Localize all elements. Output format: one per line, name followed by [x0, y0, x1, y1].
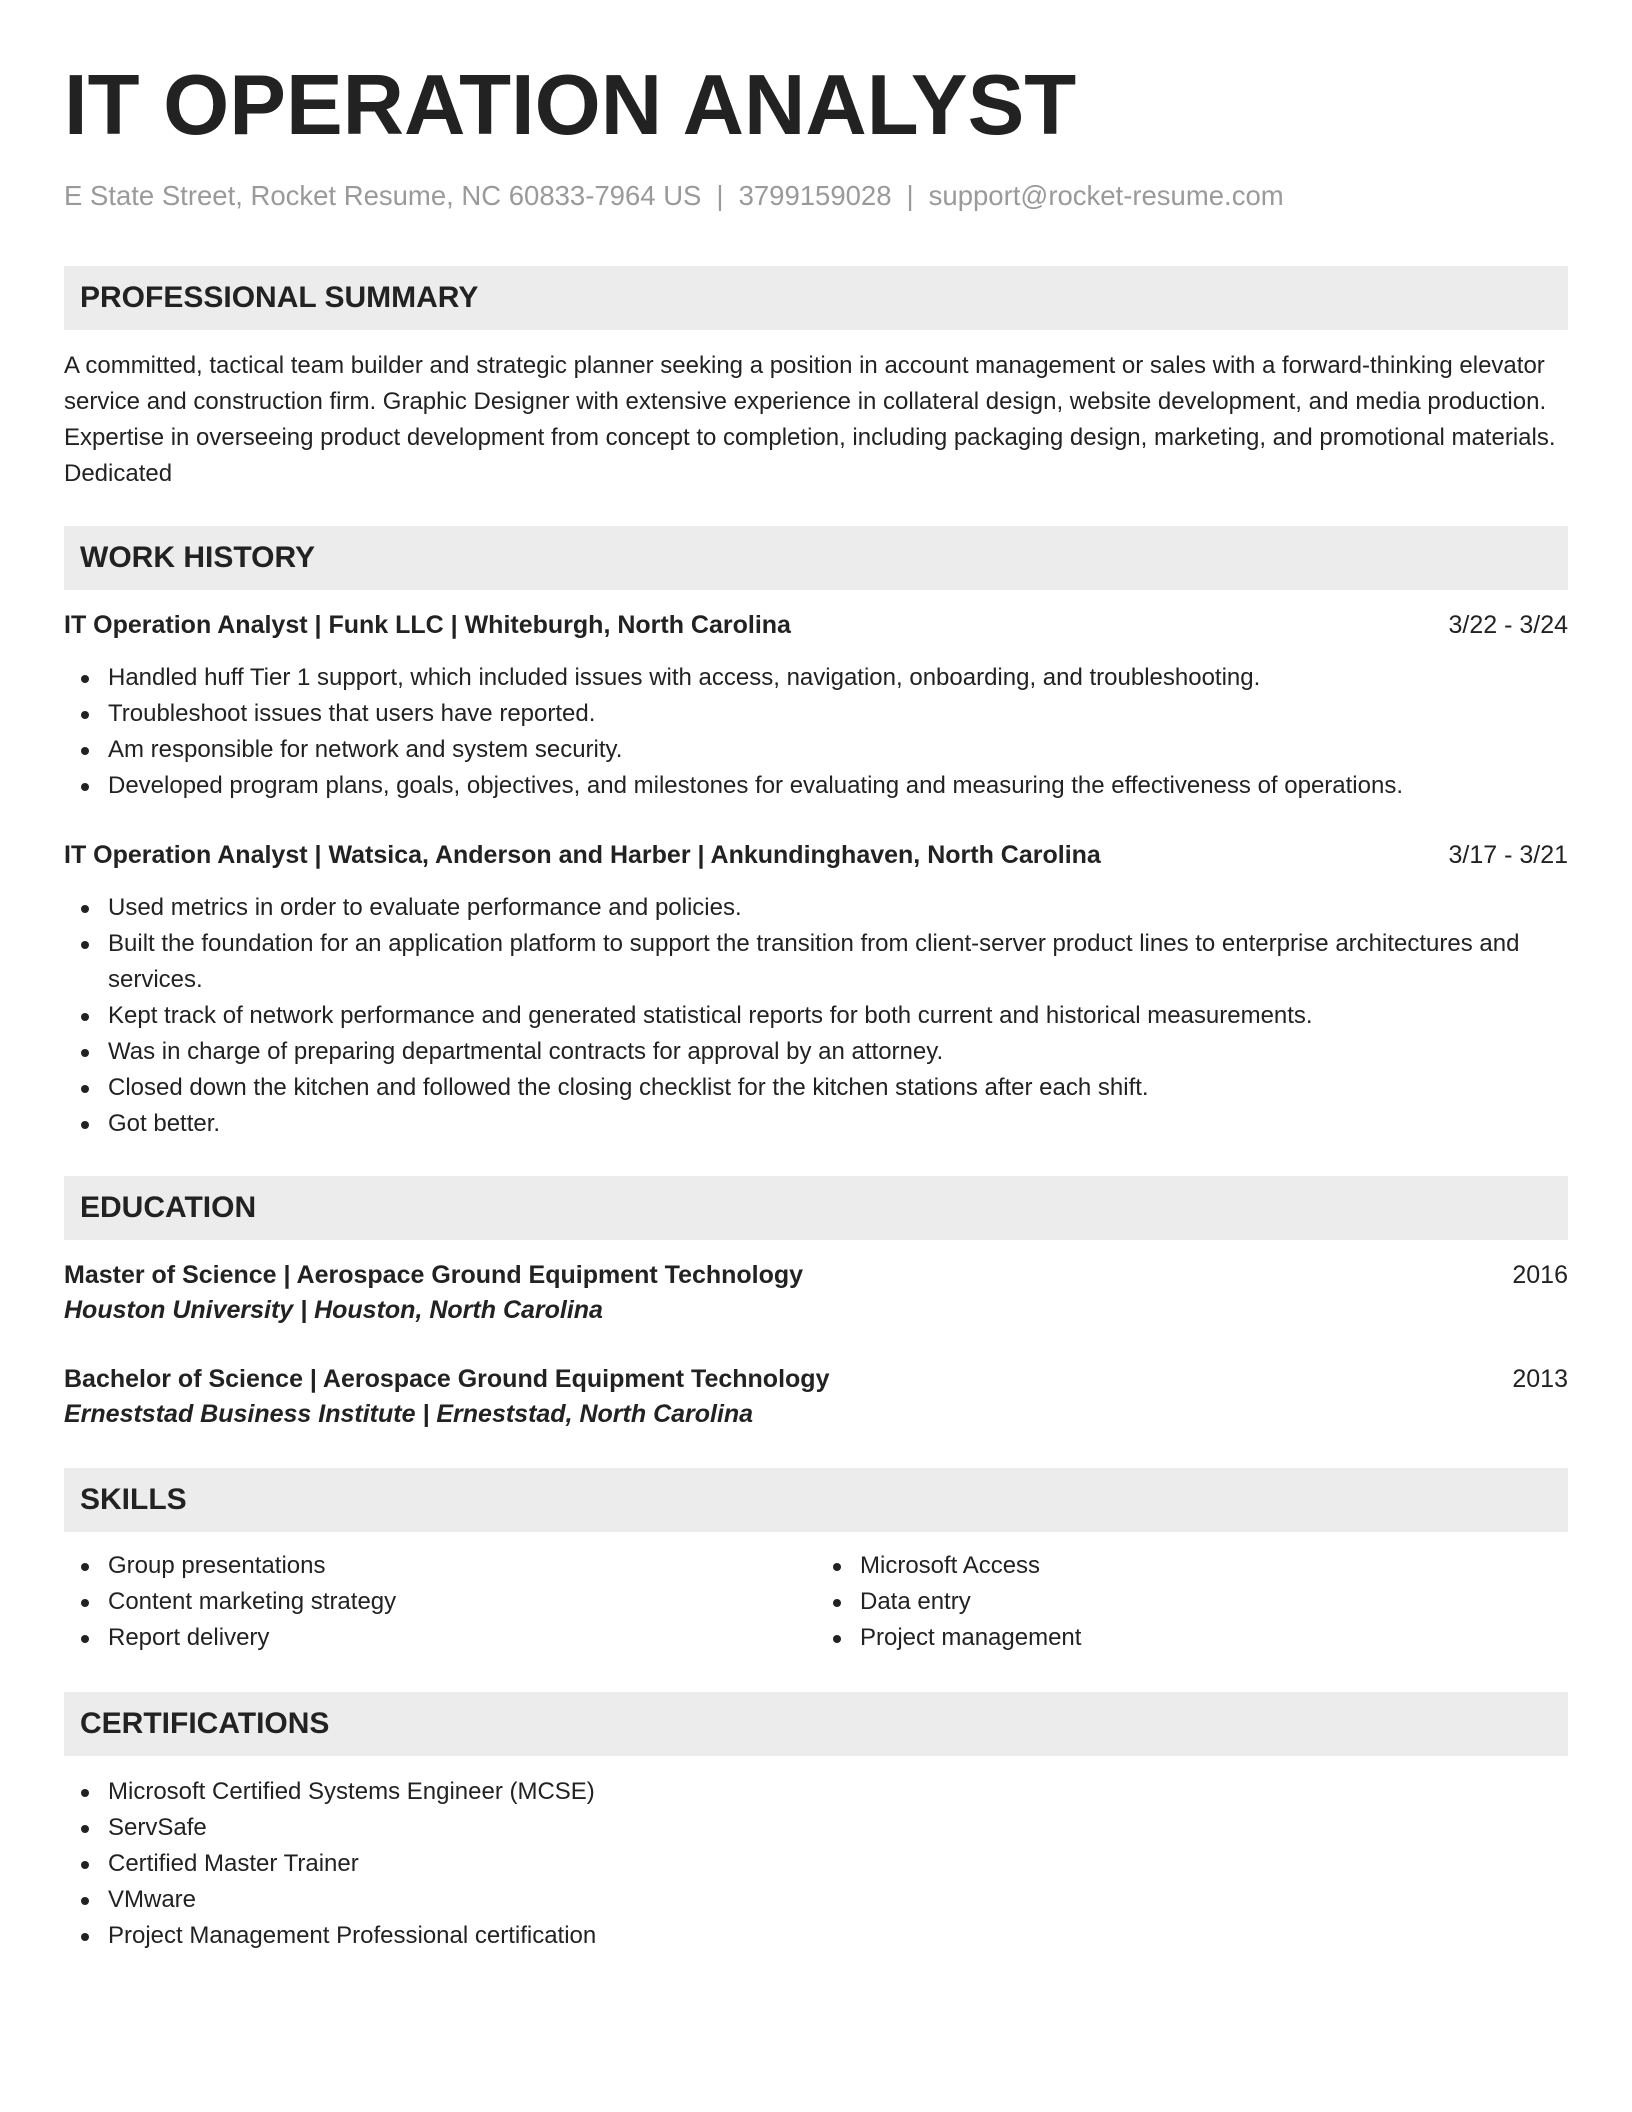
list-item: Certified Master Trainer [108, 1846, 1568, 1882]
job-bullets [64, 660, 1568, 804]
education-entry [64, 1258, 1568, 1328]
skills-list [816, 1548, 1568, 1656]
job-entry [64, 608, 1568, 804]
education-school: Erneststad Business Institute | Erneststad, North Carolina [64, 1400, 754, 1428]
list-item: Troubleshoot issues that users have reported. [108, 696, 1568, 732]
section-header-skills: SKILLS [64, 1468, 1568, 1532]
education-degree: Bachelor of Science | Aerospace Ground Equipment Technology [64, 1365, 830, 1393]
list-item: Used metrics in order to evaluate performance and policies. [108, 890, 1568, 926]
summary-text: A committed, tactical team builder and strategic planner seeking a position in account management or sales with a forward-thinking elevator service and construction firm. Graphic Designer with extensive experience in collateral design, website development, and media production. Expertise in overseeing product development from concept to completion, including packaging design, marketing, and promotional materials. Dedicated [64, 352, 1556, 487]
job-header [64, 838, 1568, 872]
contact-email: support@rocket-resume.com [928, 180, 1284, 211]
job-header [64, 608, 1568, 642]
list-item: Project Management Professional certification [108, 1918, 1568, 1954]
contact-phone: 3799159028 [738, 180, 892, 211]
candidate-name: IT OPERATION ANALYST [64, 58, 1077, 153]
list-item: Microsoft Access [860, 1548, 1568, 1584]
contact-separator: | [906, 180, 914, 211]
section-header-work-history: WORK HISTORY [64, 526, 1568, 590]
skills-list [64, 1548, 816, 1656]
contact-address: E State Street, Rocket Resume, NC 60833-7964 US [64, 180, 702, 211]
certifications-list [64, 1774, 1568, 1954]
contact-line [64, 178, 1568, 214]
contact-separator: | [716, 180, 724, 211]
education-degree: Master of Science | Aerospace Ground Equipment Technology [64, 1261, 804, 1289]
list-item: Data entry [860, 1584, 1568, 1620]
education-header [64, 1258, 1568, 1292]
section-header-certifications: CERTIFICATIONS [64, 1692, 1568, 1756]
list-item: Built the foundation for an application platform to support the transition from client-server product lines to enterprise architectures and services. [108, 926, 1568, 998]
list-item: Got better. [108, 1106, 1568, 1142]
skills-grid [64, 1548, 1568, 1656]
list-item: Microsoft Certified Systems Engineer (MCSE) [108, 1774, 1568, 1810]
list-item: Report delivery [108, 1620, 816, 1656]
skills-column-left [64, 1548, 816, 1656]
list-item: Was in charge of preparing departmental contracts for approval by an attorney. [108, 1034, 1568, 1070]
list-item: Developed program plans, goals, objectives, and milestones for evaluating and measuring the effectiveness of operations. [108, 768, 1568, 804]
skills-column-right [816, 1548, 1568, 1656]
list-item: VMware [108, 1882, 1568, 1918]
list-item: ServSafe [108, 1810, 1568, 1846]
section-header-education: EDUCATION [64, 1176, 1568, 1240]
job-date: 3/17 - 3/21 [1448, 841, 1568, 869]
education-year: 2016 [1512, 1261, 1568, 1289]
section-header-summary: PROFESSIONAL SUMMARY [64, 266, 1568, 330]
education-entry [64, 1362, 1568, 1432]
job-bullets [64, 890, 1568, 1142]
education-header [64, 1362, 1568, 1396]
education-school: Houston University | Houston, North Carolina [64, 1296, 603, 1324]
education-year: 2013 [1512, 1365, 1568, 1393]
list-item: Project management [860, 1620, 1568, 1656]
job-entry [64, 838, 1568, 1142]
list-item: Content marketing strategy [108, 1584, 816, 1620]
list-item: Am responsible for network and system security. [108, 732, 1568, 768]
list-item: Kept track of network performance and generated statistical reports for both current and historical measurements. [108, 998, 1568, 1034]
list-item: Closed down the kitchen and followed the closing checklist for the kitchen stations after each shift. [108, 1070, 1568, 1106]
job-title: IT Operation Analyst | Watsica, Anderson and Harber | Ankundinghaven, North Carolina [64, 841, 1101, 869]
list-item: Handled huff Tier 1 support, which included issues with access, navigation, onboarding, and troubleshooting. [108, 660, 1568, 696]
job-date: 3/22 - 3/24 [1448, 611, 1568, 639]
job-title: IT Operation Analyst | Funk LLC | Whiteburgh, North Carolina [64, 611, 791, 639]
list-item: Group presentations [108, 1548, 816, 1584]
